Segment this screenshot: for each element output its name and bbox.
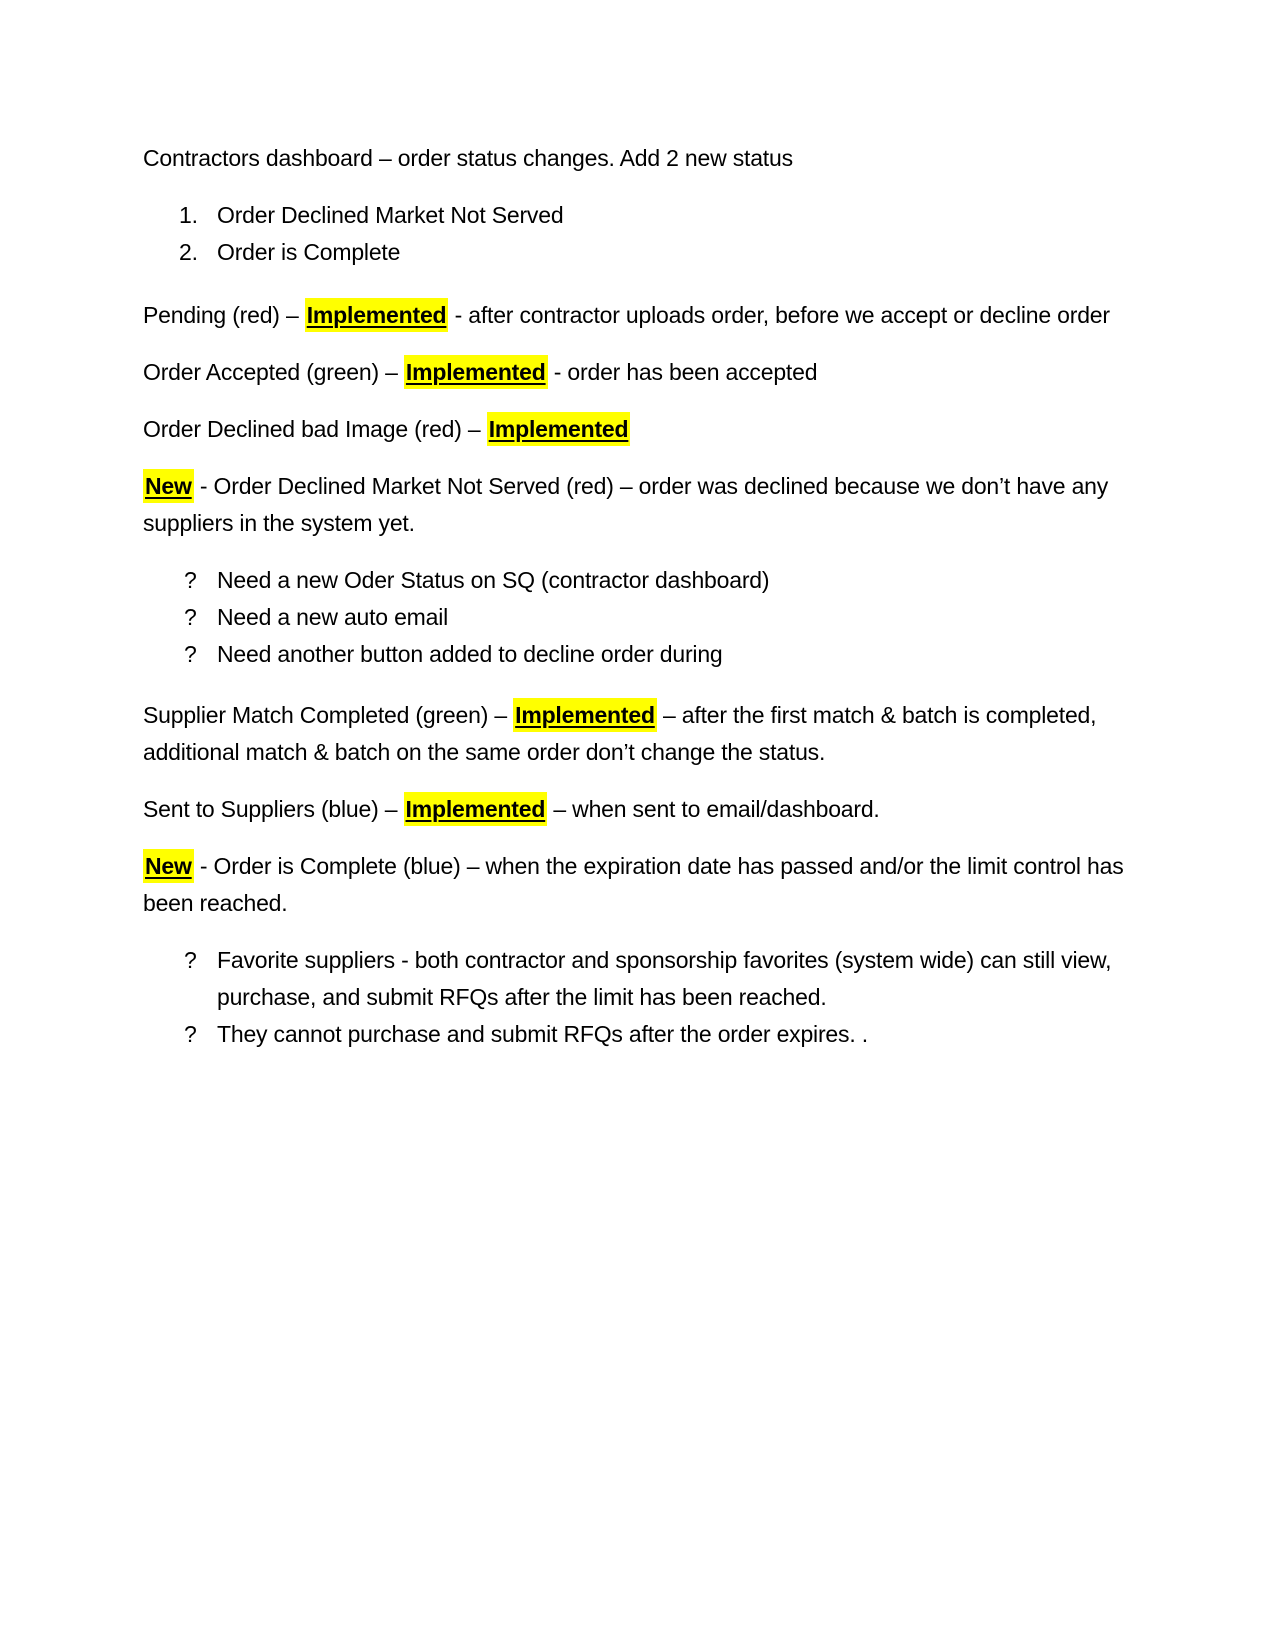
document-body xyxy=(143,140,1138,1077)
text-segment: – when sent to email/dashboard. xyxy=(547,796,880,822)
pending-status-paragraph xyxy=(143,297,1138,334)
list-marker: 1. xyxy=(179,202,198,228)
highlight-segment: Implemented xyxy=(404,355,548,389)
text-segment: - Order is Complete (blue) – when the expiration date has passed and/or the limit control has been reached. xyxy=(143,853,1124,916)
list-item xyxy=(143,942,1138,1016)
list-item xyxy=(143,562,1138,599)
supplier-match-completed-paragraph xyxy=(143,697,1138,771)
text-segment: They cannot purchase and submit RFQs after the order expires. . xyxy=(217,1021,868,1047)
text-segment: - after contractor uploads order, before we accept or decline order xyxy=(448,302,1110,328)
list-item xyxy=(143,599,1138,636)
text-segment: Contractors dashboard – order status changes. Add 2 new status xyxy=(143,145,793,171)
list-marker: ? xyxy=(184,641,197,667)
order-complete-notes-list xyxy=(143,942,1138,1053)
text-segment: - order has been accepted xyxy=(547,359,818,385)
text-segment: – after the first match & batch is completed, additional match & batch on the same order don’t change the status. xyxy=(143,702,1097,765)
market-not-served-needs-list xyxy=(143,562,1138,673)
list-marker: ? xyxy=(184,947,197,973)
text-segment: Pending (red) – xyxy=(143,302,305,328)
highlight-segment: Implemented xyxy=(487,412,631,446)
text-segment: Need a new auto email xyxy=(217,604,449,630)
order-accepted-paragraph xyxy=(143,354,1138,391)
highlight-segment: New xyxy=(143,849,194,883)
list-marker: 2. xyxy=(179,239,198,265)
text-segment: Sent to Suppliers (blue) – xyxy=(143,796,404,822)
text-segment: Order Declined bad Image (red) – xyxy=(143,416,487,442)
list-item xyxy=(143,197,1138,234)
text-segment: Favorite suppliers - both contractor and sponsorship favorites (system wide) can still view, purchase, and submit RFQs after the limit has been reached. xyxy=(217,947,1112,1010)
list-item xyxy=(143,234,1138,271)
new-order-complete-paragraph xyxy=(143,848,1138,922)
list-marker: ? xyxy=(184,1021,197,1047)
order-declined-bad-image-paragraph xyxy=(143,411,1138,448)
new-status-numbered-list xyxy=(143,197,1138,271)
text-segment: Supplier Match Completed (green) – xyxy=(143,702,514,728)
text-segment: Need a new Oder Status on SQ (contractor dashboard) xyxy=(217,567,770,593)
text-segment: Order Accepted (green) – xyxy=(143,359,404,385)
list-item xyxy=(143,636,1138,673)
text-segment: Order Declined Market Not Served xyxy=(217,202,564,228)
list-item xyxy=(143,1016,1138,1053)
text-segment: Need another button added to decline order during xyxy=(217,641,723,667)
highlight-segment: Implemented xyxy=(305,298,449,332)
list-marker: ? xyxy=(184,567,197,593)
highlight-segment: Implemented xyxy=(513,698,657,732)
highlight-segment: Implemented xyxy=(404,792,548,826)
text-segment: Order is Complete xyxy=(217,239,401,265)
text-segment: - Order Declined Market Not Served (red) – order was declined because we don’t have any suppliers in the system yet. xyxy=(143,473,1109,536)
new-order-declined-market-paragraph xyxy=(143,468,1138,542)
sent-to-suppliers-paragraph xyxy=(143,791,1138,828)
list-marker: ? xyxy=(184,604,197,630)
title-paragraph xyxy=(143,140,1138,177)
highlight-segment: New xyxy=(143,469,194,503)
